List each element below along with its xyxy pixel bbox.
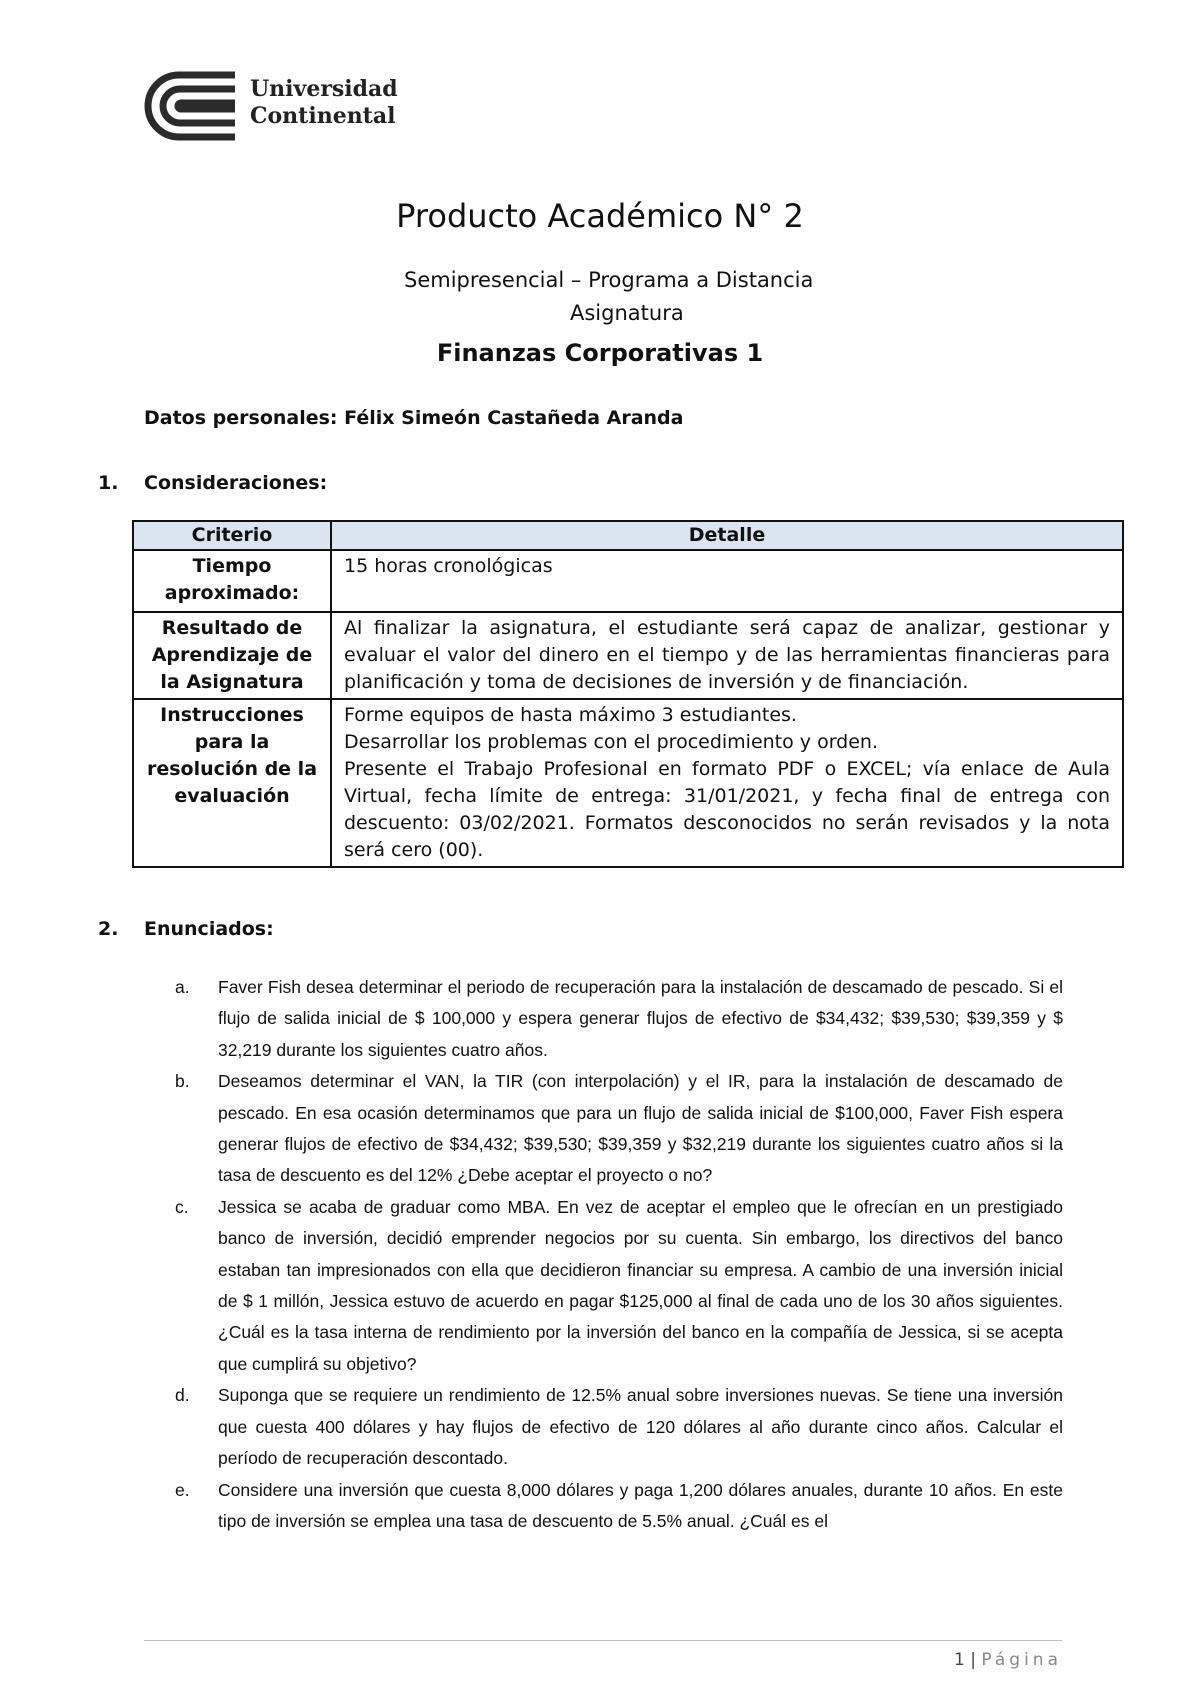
enunciados-list — [175, 972, 1063, 1537]
header-detalle: Detalle — [331, 521, 1123, 550]
detalle-line: Forme equipos de hasta máximo 3 estudiantes. — [344, 704, 797, 726]
criterio-cell: Tiempo aproximado: — [133, 550, 331, 612]
personal-data: Datos personales: Félix Simeón Castañeda Aranda — [144, 407, 684, 429]
item-letter: a. — [175, 977, 190, 997]
criterio-cell: Resultado de Aprendizaje de la Asignatura — [133, 612, 331, 699]
list-item — [175, 1192, 1063, 1380]
section-consideraciones — [98, 470, 327, 496]
institution-line2: Continental — [250, 103, 396, 129]
section-title: Enunciados: — [144, 918, 274, 940]
item-text: Jessica se acaba de graduar como MBA. En vez de aceptar el empleo que le ofrecían en un prestigiado banco de inversión, decidió emprender negocios por su cuenta. Sin embargo, los directivos del banco estaban tan impresionados con ella que decidieron financiar su empresa. A cambio de una inversión inicial de $ 1 millón, Jessica estuvo de acuerdo en pagar $125,000 al final de cada uno de los 30 años siguientes. ¿Cuál es la tasa interna de rendimiento por la inversión del banco en la compañía de Jessica, si se acepta que cumplirá su objetivo? — [218, 1196, 1063, 1374]
list-item — [175, 1380, 1063, 1474]
considerations-table — [132, 520, 1124, 868]
detalle-cell — [331, 699, 1123, 867]
table-header-row — [133, 521, 1123, 550]
detalle-line: 15 horas cronológicas — [344, 555, 553, 577]
table-row — [133, 699, 1123, 867]
table-row — [133, 612, 1123, 699]
section-number: 2. — [98, 918, 119, 940]
section-enunciados — [98, 916, 274, 942]
asignatura-label: Asignatura — [570, 301, 684, 325]
detalle-cell — [331, 550, 1123, 612]
section-number: 1. — [98, 472, 119, 494]
course-name: Finanzas Corporativas 1 — [436, 339, 764, 367]
criterio-cell: Instrucciones para la resolución de la evaluación — [133, 699, 331, 867]
list-item — [175, 972, 1063, 1066]
header-criterio: Criterio — [133, 521, 331, 550]
list-item — [175, 1475, 1063, 1538]
page-number — [954, 1648, 1062, 1672]
page-separator: | — [970, 1650, 976, 1670]
item-text: Suponga que se requiere un rendimiento de 12.5% anual sobre inversiones nuevas. Se tiene una inversión que cuesta 400 dólares y hay flujos de efectivo de 120 dólares al año durante cinco años. Calcular el período de recuperación descontado. — [218, 1385, 1063, 1469]
detalle-cell — [331, 612, 1123, 699]
item-letter: c. — [175, 1196, 189, 1217]
item-text: Faver Fish desea determinar el periodo de recuperación para la instalación de descamado de pescado. Si el flujo de salida inicial de $ 100,000 y espera generar flujos de efectivo de $34,432; $39,530; $39,359 y $ 32,219 durante los siguientes cuatro años. — [218, 977, 1063, 1060]
item-letter: e. — [175, 1479, 190, 1500]
footer-divider — [144, 1640, 1062, 1641]
item-letter: d. — [175, 1385, 190, 1406]
institution-name — [250, 76, 398, 130]
page-title: Producto Académico N° 2 — [396, 197, 804, 235]
item-letter: b. — [175, 1071, 190, 1092]
detalle-line: Desarrollar los problemas con el procedimiento y orden. — [344, 731, 879, 753]
item-text: Deseamos determinar el VAN, la TIR (con interpolación) y el IR, para la instalación de descamado de pescado. En esa ocasión determinamos que para un flujo de salida inicial de $100,000, Faver Fish espera generar flujos de efectivo de $34,432; $39,530; $39,359 y $32,219 durante los siguientes cuatro años si la tasa de descuento es del 12% ¿Debe aceptar el proyecto o no? — [218, 1071, 1063, 1186]
section-title: Consideraciones: — [144, 472, 328, 494]
item-text: Considere una inversión que cuesta 8,000 dólares y paga 1,200 dólares anuales, durante 10 años. En este tipo de inversión se emplea una tasa de descuento de 5.5% anual. ¿Cuál es el — [218, 1479, 1063, 1531]
list-item — [175, 1066, 1063, 1192]
program-subtitle: Semipresencial – Programa a Distancia — [404, 268, 814, 292]
page-number-value: 1 — [954, 1650, 965, 1670]
institution-line1: Universidad — [250, 76, 398, 102]
table-row — [133, 550, 1123, 612]
page-label: Página — [981, 1650, 1062, 1670]
detalle-line: Presente el Trabajo Profesional en formato PDF o EXCEL; vía enlace de Aula Virtual, fecha límite de entrega: 31/01/2021, y fecha final de entrega con descuento: 03/02/2021. Formatos desconocidos no serán revisados y la nota será cero (00). — [344, 758, 1110, 861]
detalle-line: Al finalizar la asignatura, el estudiante será capaz de analizar, gestionar y evaluar el valor del dinero en el tiempo y de las herramientas financieras para planificación y toma de decisiones de inversión y de financiación. — [344, 617, 1110, 693]
